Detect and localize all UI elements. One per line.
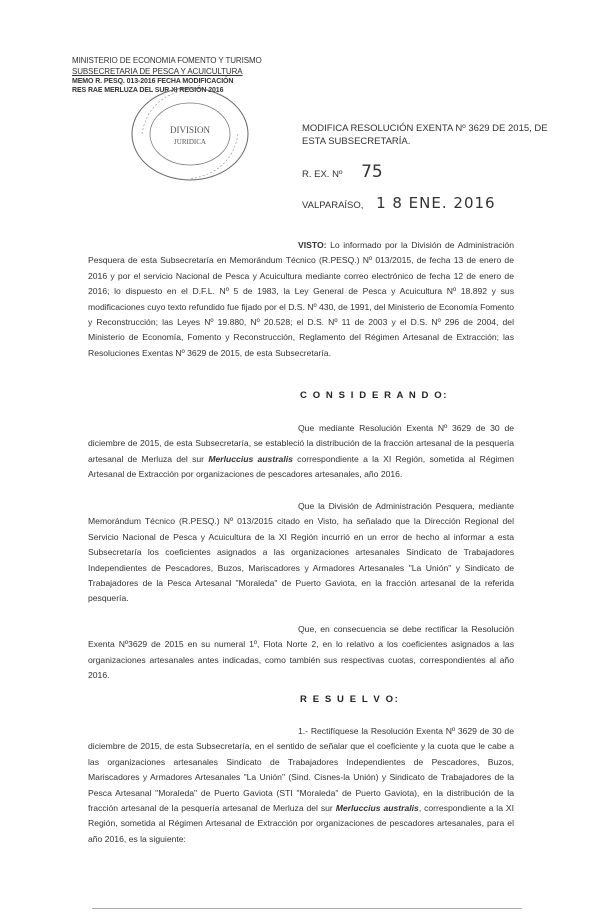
resolution-number <box>302 162 383 182</box>
considerando-paragraph-1: Que mediante Resolución Exenta Nº 3629 de 30 de diciembre de 2015, de esta Subsecretaría, se estableció la distribución de la fracción artesanal de la pesquería artesanal de Merluza del sur Merluccius australis correspondiente a la XI Región, sometida al Régimen Artesanal de Extracción por organizaciones de pescadores artesanales, año 2016. <box>88 423 515 480</box>
seal-line-1: DIVISION <box>170 125 210 135</box>
page-bottom-edge <box>92 908 522 909</box>
reference-line-2: RES RAE MERLUZA DEL SUR XI REGIÓN 2016 <box>72 87 224 94</box>
place-text: VALPARAÍSO, <box>302 200 364 211</box>
subsecretaria-name: SUBSECRETARIA DE PESCA Y ACUICULTURA <box>72 67 243 76</box>
document-title <box>302 122 548 148</box>
seal-line-2: JURIDICA <box>174 138 206 146</box>
place-date <box>302 194 496 212</box>
resuelvo-heading: R E S U E L V O: <box>300 694 400 705</box>
reference-line-1: MEMO R. PESQ. 013-2016 FECHA MODIFICACIÓN <box>72 78 234 85</box>
visto-label: VISTO: <box>298 240 327 250</box>
species-name: Merluccius australis <box>208 453 293 464</box>
considerando-paragraph-2: Que la División de Administración Pesquera, mediante Memorándum Técnico (R.PESQ.) Nº 013/2015 citado en Visto, ha señalado que la Dirección Regional del Servicio Nacional de Pesca y Acuicultura de la XI Región incurrió en un error de hecho al informar a esta Subsecretaría los coeficientes asignados a las organizaciones artesanales Sindicato de Trabajadores Independientes de Pescadores, Buzos, Mariscadores y Armadores Artesanales "La Unión" y Sindicato de Trabajadores de la Pesca Artesanal "Moraleda" de Puerto Gaviota, en la fracción artesanal de la referida pesquería. <box>88 501 514 604</box>
title-line-1: MODIFICA RESOLUCIÓN EXENTA Nº 3629 DE 2015, DE <box>302 123 548 134</box>
considerando-paragraph-3: Que, en consecuencia se debe rectificar la Resolución Exenta Nº3629 de 2015 en su numeral 1º, Flota Norte 2, en lo relativo a los coeficientes asignados a las organizaciones artesanales antes indicadas, como también sus respectivas cuotas, correspondientes al año 2016. <box>88 624 514 681</box>
considerando-heading: C O N S I D E R A N D O: <box>300 390 449 401</box>
visto-paragraph <box>88 238 514 361</box>
resolution-label: R. EX. Nº <box>302 169 343 180</box>
species-name: Merluccius australis <box>335 803 419 814</box>
resolution-value: 75 <box>361 162 383 182</box>
resuelvo-paragraph-1: 1.- Rectifíquese la Resolución Exenta Nº 3629 de 30 de diciembre de 2015, de esta Subsecretaría, en el sentido de señalar que el coeficiente y la cuota que le cabe a las organizaciones artesanales Sindicato de Trabajadores Independientes de Pescadores, Buzos, Mariscadores y Armadores Artesanales "La Unión" (Sind. Cisnes-la Unión) y Sindicato de Trabajadores de la Pesca Artesanal "Moraleda" de Puerto Gaviota (STI "Moraleda" de Puerto Gaviota), en la distribución de la fracción artesanal de la pesquería artesanal de Merluza del sur Merluccius australis, correspondiente a la XI Región, sometida al Régimen Artesanal de Extracción por organizaciones de pescadores artesanales, para el año 2016, es la siguiente: <box>88 726 514 844</box>
title-line-2: ESTA SUBSECRETARÍA. <box>302 136 411 147</box>
visto-text: Lo informado por la División de Administración Pesquera de esta Subsecretaría en Memorándum Técnico (R.PESQ.) Nº 013/2015, de fecha 13 de enero de 2016 y por el servicio Nacional de Pesca y Acuicultura mediante correo electrónico de fecha 12 de enero de 2016; lo dispuesto en el D.F.L. Nº 5 de 1983, la Ley General de Pesca y Acuicultura Nº 18.892 y sus modificaciones cuyo texto refundido fue fijado por el D.S. Nº 430, de 1991, del Ministerio de Economía Fomento y Reconstrucción; las Leyes Nº 19.880, Nº 20.528; el D.S. Nº 11 de 2003 y el D.S. Nº 296 de 2004, del Ministerio de Economía, Fomento y Reconstrucción, Reglamento del Régimen Artesanal de Extracción; las Resoluciones Exentas Nº 3629 de 2015, de esta Subsecretaría. <box>88 240 514 358</box>
stamp-seal-icon <box>128 84 252 184</box>
date-stamp: 1 8 ENE. 2016 <box>376 194 496 212</box>
ministry-name: MINISTERIO DE ECONOMIA FOMENTO Y TURISMO <box>72 56 262 65</box>
